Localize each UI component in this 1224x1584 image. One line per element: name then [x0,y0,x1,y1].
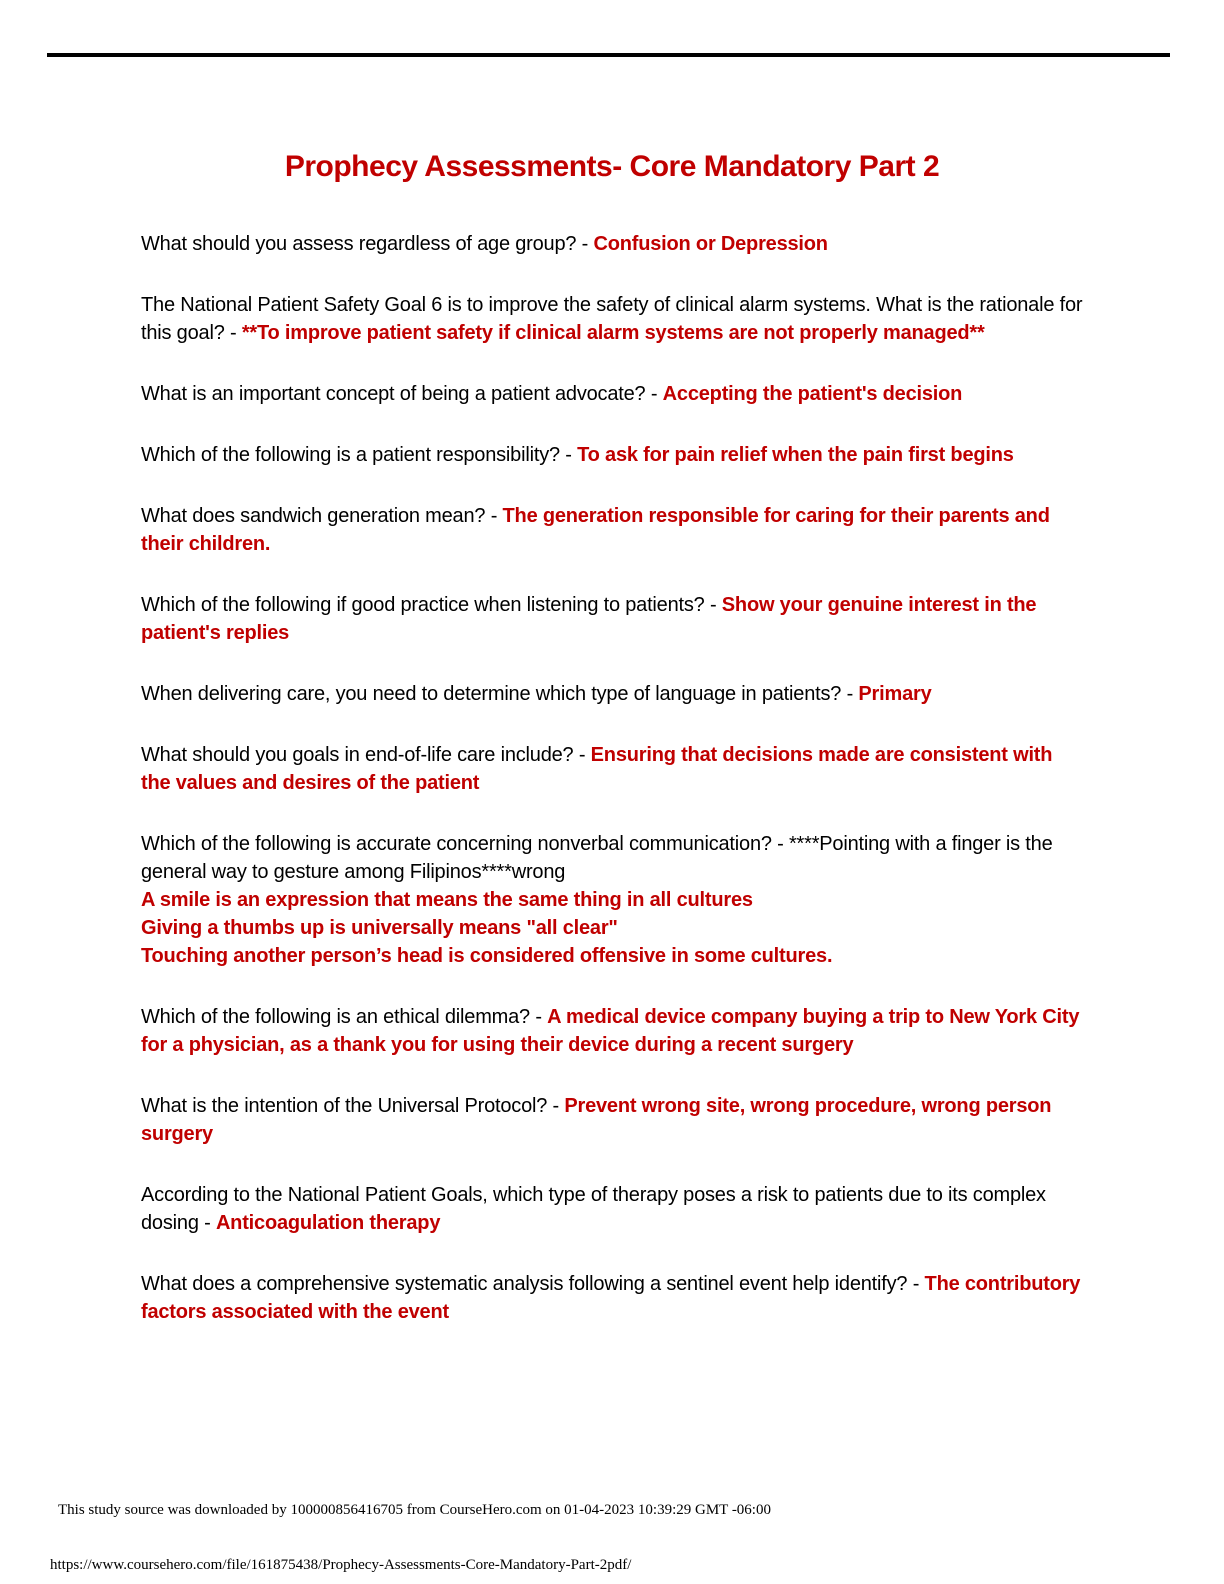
answer-text: To ask for pain relief when the pain first begins [577,444,1014,466]
qa-item [141,291,1087,347]
page-title: Prophecy Assessments- Core Mandatory Part 2 [284,150,940,183]
answer-text: **To improve patient safety if clinical alarm systems are not properly managed** [241,322,985,344]
qa-list [141,230,1087,1359]
qa-item [141,1270,1087,1326]
qa-item [141,591,1087,647]
qa-item [141,1181,1087,1237]
question-answer-separator: - [907,1273,925,1295]
answer-text: Ensuring that decisions made are consistent with the values and desires of the patient [141,744,1053,794]
question-answer-separator: - [224,322,242,344]
qa-item [141,502,1087,558]
answer-text: Prevent wrong site, wrong procedure, wrong person surgery [141,1095,1052,1145]
source-url-link[interactable]: https://www.coursehero.com/file/161875438/Prophecy-Assessments-Core-Mandatory-Part-2pdf/ [50,1557,632,1573]
top-divider [47,53,1170,57]
question-text: What is an important concept of being a patient advocate? [141,383,646,405]
qa-item [141,680,1087,708]
qa-item [141,441,1087,469]
question-text: When delivering care, you need to determine which type of language in patients? [141,683,842,705]
answer-line: A smile is an expression that means the same thing in all cultures [141,889,753,911]
question-text: What should you assess regardless of age group? [141,233,577,255]
question-answer-separator: - [573,744,591,766]
question-text: What does sandwich generation mean? [141,505,486,527]
question-answer-separator: - [485,505,503,527]
question-text: Which of the following if good practice when listening to patients? [141,594,705,616]
answer-text: Primary [858,683,932,705]
question-text: What does a comprehensive systematic analysis following a sentinel event help identify? [141,1273,908,1295]
answer-line: Giving a thumbs up is universally means "all clear" [141,917,618,939]
answer-text: Confusion or Depression [593,233,828,255]
qa-item [141,741,1087,797]
question-answer-separator: - [704,594,722,616]
answer-text: Show your genuine interest in the patient's replies [141,594,1037,644]
qa-item [141,1003,1087,1059]
question-text: What is the intention of the Universal Protocol? [141,1095,548,1117]
question-answer-separator: - [841,683,859,705]
question-text: Which of the following is a patient responsibility? [141,444,560,466]
qa-item [141,830,1087,970]
question-answer-separator: - [529,1006,548,1028]
question-answer-separator: - [559,444,578,466]
question-answer-separator: - [576,233,594,255]
question-text: The National Patient Safety Goal 6 is to improve the safety of clinical alarm systems. What is the rationale for this goal? [141,294,1083,344]
answer-line: Touching another person’s head is considered offensive in some cultures. [141,945,833,967]
question-answer-separator: - [198,1212,216,1234]
download-attribution: This study source was downloaded by 100000856416705 from CourseHero.com on 01-04-2023 10:39:29 GMT -06:00 [58,1502,771,1518]
answer-text: A medical device company buying a trip to New York City for a physician, as a thank you for using their device during a recent surgery [141,1006,1080,1056]
qa-item [141,380,1087,408]
answer-text: The contributory factors associated with the event [141,1273,1081,1323]
question-answer-separator: - [547,1095,565,1117]
answer-text: The generation responsible for caring for their parents and their children. [141,505,1050,555]
question-text: What should you goals in end-of-life care include? [141,744,574,766]
qa-item [141,230,1087,258]
question-text: Which of the following is an ethical dilemma? [141,1006,530,1028]
answer-text: Anticoagulation therapy [215,1212,441,1234]
qa-item [141,1092,1087,1148]
question-text: Which of the following is accurate concerning nonverbal communication? - ****Pointing with a finger is the general way to gesture among Filipinos****wrong [141,833,1053,883]
question-answer-separator: - [645,383,663,405]
answer-text: Accepting the patient's decision [662,383,963,405]
question-text: According to the National Patient Goals, which type of therapy poses a risk to patients due to its complex dosing [141,1184,1046,1234]
